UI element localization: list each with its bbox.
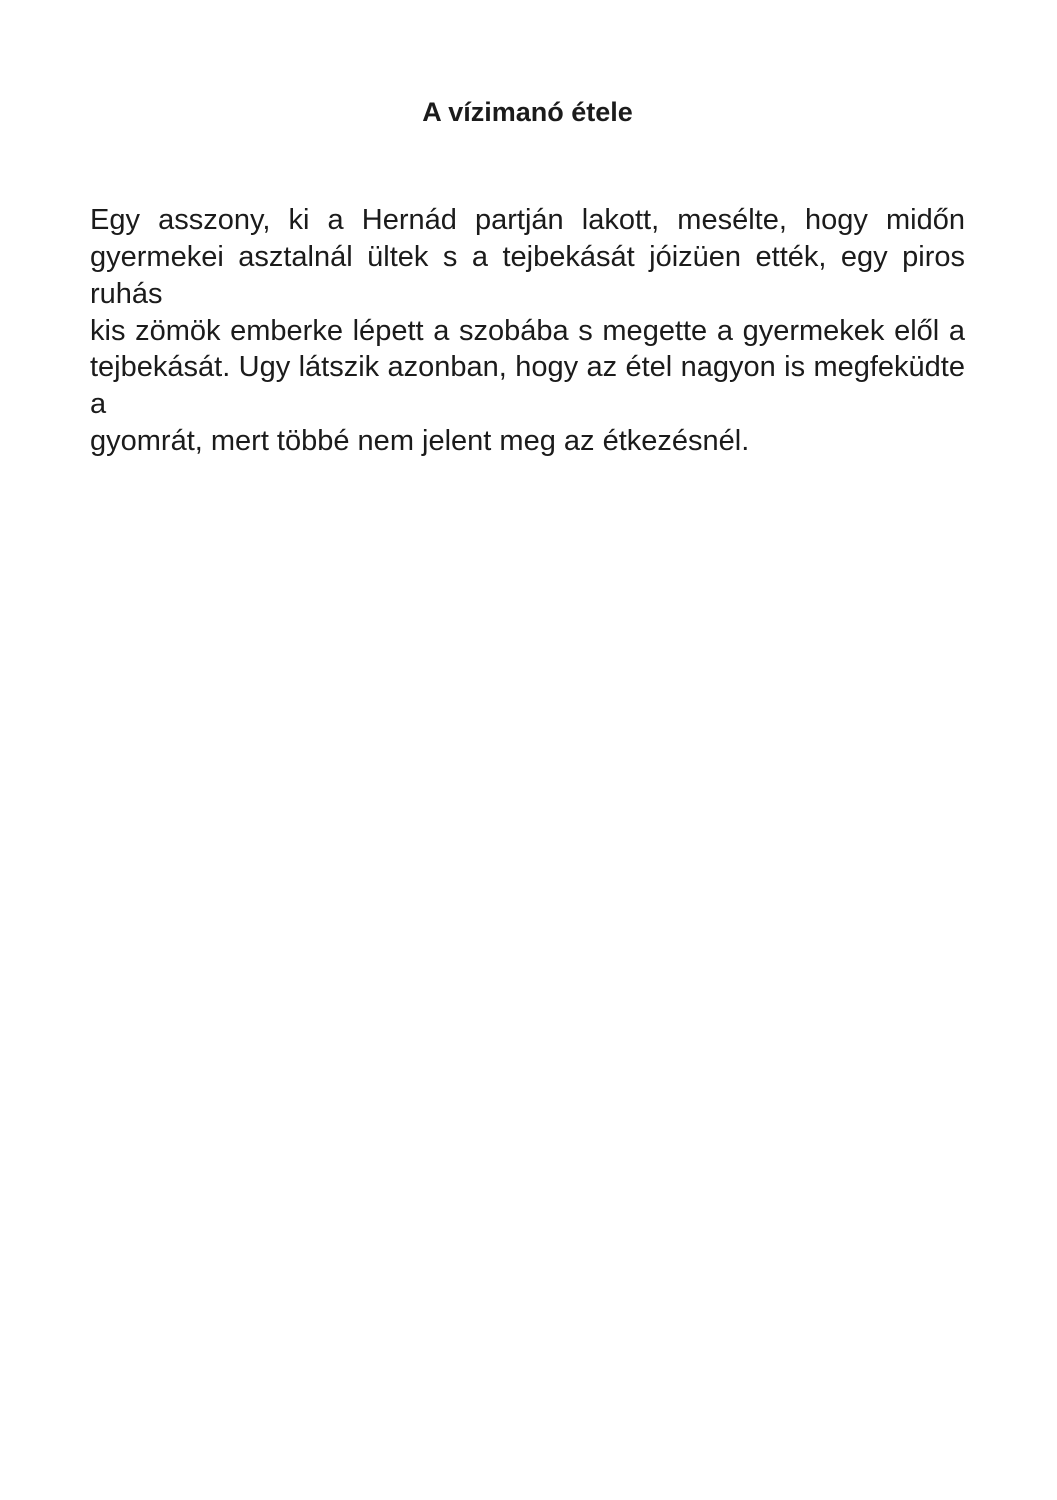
text-line: tejbekását. Ugy látszik azonban, hogy az étel nagyon is megfeküdte a <box>90 351 965 420</box>
text-line: gyomrát, mert többé nem jelent meg az étkezésnél. <box>90 424 750 457</box>
paragraph <box>90 202 965 459</box>
text-line: kis zömök emberke lépett a szobába s megette a gyermekek elől a <box>90 314 965 347</box>
text-line: gyermekei asztalnál ültek s a tejbekását jóizüen ették, egy piros ruhás <box>90 241 965 310</box>
page-title: A vízimanó étele <box>422 97 633 127</box>
text-line: Egy asszony, ki a Hernád partján lakott, mesélte, hogy midőn <box>90 204 965 237</box>
